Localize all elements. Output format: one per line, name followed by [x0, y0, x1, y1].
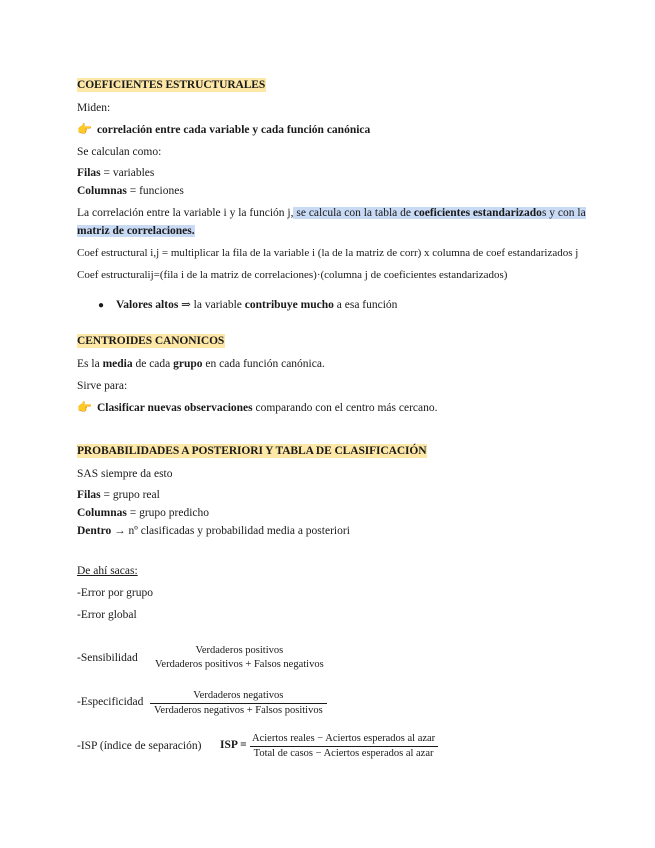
sensibilidad-denominator: Verdaderos positivos + Falsos negativos: [155, 659, 324, 670]
miden-text: Miden:: [77, 102, 111, 114]
section-heading-coeficientes: COEFICIENTES ESTRUCTURALES: [77, 79, 266, 91]
se-calculan-text: Se calculan como:: [77, 146, 162, 158]
isp-formula: [248, 733, 439, 760]
error-por-grupo-text: -Error por grupo: [77, 587, 154, 599]
sirve-para-text: Sirve para:: [77, 380, 128, 392]
sas-text: SAS siempre da esto: [77, 468, 173, 480]
isp-numerator: Aciertos reales − Aciertos esperados al azar: [252, 733, 436, 744]
correlacion-line-1: La correlación entre la variable i y la función j, se calcula con la tabla de coeficientes estandarizados y con la: [77, 207, 586, 219]
sensibilidad-formula: [151, 645, 328, 671]
section-heading-probabilidades: PROBABILIDADES A POSTERIORI Y TABLA DE CLASIFICACIÓN: [77, 445, 427, 457]
sensibilidad-label: -Sensibilidad: [77, 652, 138, 664]
especificidad-denominator: Verdaderos negativos + Falsos positivos: [150, 703, 327, 717]
especificidad-label: -Especificidad: [77, 696, 144, 708]
prob-filas-line: Filas = grupo real: [77, 489, 160, 501]
bullet-dot-icon: ●: [98, 300, 105, 311]
isp-equals: ISP =: [220, 739, 247, 751]
section-heading-centroides: CENTROIDES CANONICOS: [77, 335, 225, 347]
formula-coef-2: Coef estructuralij=(fila i de la matriz de correlaciones)·(columna j de coeficientes estandarizados): [77, 269, 508, 281]
coef-point-line: [77, 122, 370, 138]
prob-dentro-line: Dentro → nº clasificadas y probabilidad media a posteriori: [77, 525, 350, 537]
sensibilidad-numerator: Verdaderos positivos: [195, 645, 284, 656]
isp-denominator: Total de casos − Aciertos esperados al azar: [250, 746, 438, 760]
especificidad-formula: [150, 690, 327, 717]
de-ahi-sacas-text: De ahí sacas:: [77, 565, 138, 577]
pointing-hand-icon: 👉: [77, 122, 92, 136]
coef-columnas-line: Columnas = funciones: [77, 185, 184, 197]
isp-label: -ISP (índice de separación): [77, 740, 202, 752]
pointing-hand-icon: 👉: [77, 400, 92, 414]
coef-point-text: correlación entre cada variable y cada función canónica: [96, 124, 371, 136]
prob-columnas-line: Columnas = grupo predicho: [77, 507, 210, 519]
valores-altos-line: Valores altos ⇒ la variable contribuye mucho a esa función: [116, 299, 398, 311]
centroides-definition: Es la media de cada grupo en cada función canónica.: [77, 358, 325, 370]
coef-filas-line: Filas = variables: [77, 167, 155, 179]
formula-coef-1: Coef estructural i,j = multiplicar la fila de la variable i (la de la matriz de corr) x columna de coef estandarizados j: [77, 247, 579, 259]
correlacion-line-2: matriz de correlaciones.: [77, 225, 195, 237]
especificidad-numerator: Verdaderos negativos: [193, 690, 284, 701]
centroides-point-line: 👉 Clasificar nuevas observaciones comparando con el centro más cercano.: [77, 400, 438, 414]
error-global-text: -Error global: [77, 609, 137, 621]
